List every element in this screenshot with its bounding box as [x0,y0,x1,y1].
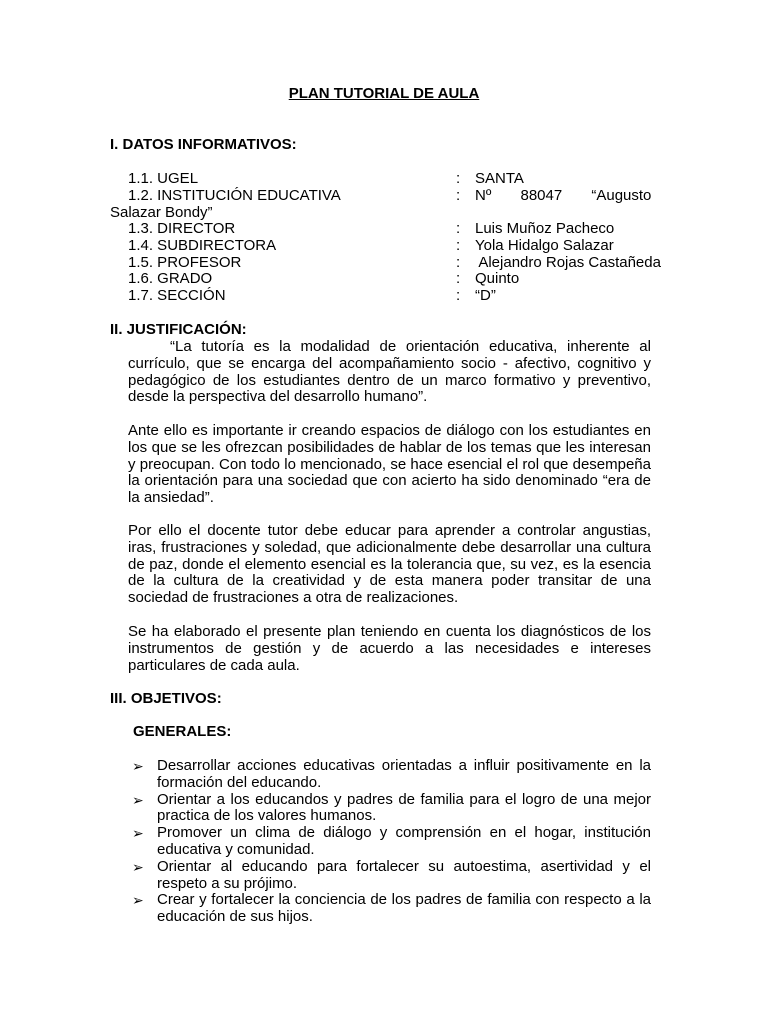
document-title: PLAN TUTORIAL DE AULA [288,85,480,102]
field-separator: : [456,237,461,254]
field-separator: : [456,170,461,187]
list-item [132,758,651,792]
justificacion-paragraph-1: “La tutoría es la modalidad de orientación educativa, inherente al currículo, que se encarga del acompañamiento socio - afectivo, cognitivo y pedagógico de los estudiantes dentro de un marco formativo y preventivo, desde la perspectiva del desarrollo humano”. [128,338,651,406]
field-value-seccion: “D” [475,287,496,304]
field-label-profesor: 1.5. PROFESOR [128,254,242,271]
list-item [132,892,651,926]
objetivo-text: Promover un clima de diálogo y comprensión en el hogar, institución educativa y comunidad. [157,824,651,858]
justificacion-paragraph-4: Se ha elaborado el presente plan teniendo en cuenta los diagnósticos de los instrumentos de gestión y de acuerdo a las necesidades e intereses particulares de cada aula. [128,623,651,674]
field-label-ugel: 1.1. UGEL [128,170,199,187]
field-separator: : [456,254,461,271]
field-value-director: Luis Muñoz Pacheco [475,220,615,237]
field-value-institucion-continued: Salazar Bondy” [110,204,213,221]
arrowhead-bullet-icon: ➢ [132,858,144,875]
field-value-ugel: SANTA [475,170,524,187]
justificacion-paragraph-2: Ante ello es importante ir creando espacios de diálogo con los estudiantes en los que se les ofrezcan posibilidades de hablar de los temas que les interesan y preocupan. Con todo lo mencionado, se hace esencial el rol que desempeña la orientación para una sociedad que con acierto ha sido denominado “era de la ansiedad”. [128,422,651,507]
field-separator: : [456,270,461,287]
field-value-subdirectora: Yola Hidalgo Salazar [475,237,614,254]
list-item [132,859,651,893]
section-3-heading: III. OBJETIVOS: [110,690,222,707]
objetivo-text: Orientar a los educandos y padres de familia para el logro de una mejor practica de los valores humanos. [157,790,651,825]
section-2-heading: II. JUSTIFICACIÓN: [110,321,247,338]
arrowhead-bullet-icon: ➢ [132,892,144,909]
justificacion-paragraph-3: Por ello el docente tutor debe educar para aprender a controlar angustias, iras, frustraciones y soledad, que adicionalmente debe desarrollar una cultura de paz, donde el elemento esencial es la tolerancia que, su vez, es la esencia de la cultura de la creatividad y de esta manera poder transitar de una sociedad de frustraciones a otra de realizaciones. [128,522,651,607]
arrowhead-bullet-icon: ➢ [132,758,144,774]
field-label-subdirectora: 1.4. SUBDIRECTORA [128,237,277,254]
field-label-seccion: 1.7. SECCIÓN [128,287,226,304]
list-item [132,792,651,826]
field-separator: : [456,220,461,237]
objetivo-text: Desarrollar acciones educativas orientadas a influir positivamente en la formación del educando. [157,757,651,791]
field-label-director: 1.3. DIRECTOR [128,220,236,237]
field-separator: : [456,187,461,204]
field-label-institucion: 1.2. INSTITUCIÓN EDUCATIVA [128,187,341,204]
arrowhead-bullet-icon: ➢ [132,825,144,842]
objetivos-list [132,758,651,926]
objetivo-text: Orientar al educando para fortalecer su autoestima, asertividad y el respeto a su prójimo. [157,857,651,892]
field-value-profesor: Alejandro Rojas Castañeda [475,254,661,271]
field-label-grado: 1.6. GRADO [128,270,213,287]
arrowhead-bullet-icon: ➢ [132,791,144,808]
objetivo-text: Crear y fortalecer la conciencia de los padres de familia con respecto a la educación de sus hijos. [157,891,651,926]
field-value-grado: Quinto [475,270,520,287]
section-1-heading: I. DATOS INFORMATIVOS: [110,136,297,153]
section-3-subheading: GENERALES: [133,723,232,740]
list-item [132,825,651,859]
field-separator: : [456,287,461,304]
field-value-institucion: Nº 88047 “Augusto [475,187,652,204]
